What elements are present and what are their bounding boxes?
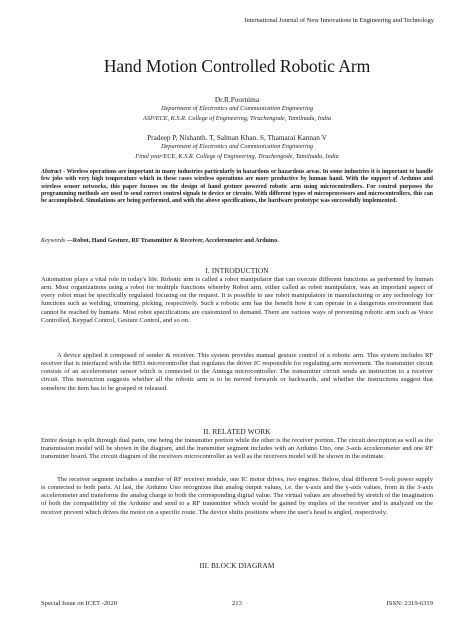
footer-issn: ISSN: 2319-6319 (386, 600, 433, 607)
paper-title: Hand Motion Controlled Robotic Arm (103, 56, 371, 76)
author-affiliation: ASP/ECE, K.S.R. College of Engineering, Tiruchengode, Tamilnadu, India (143, 114, 331, 122)
related-work-paragraph-2: The receiver segment includes a number of RF receiver module, one IC motor drives, two engines. Below, dual different 5-volt power supply is connected to both parts. At last, the Arduino Uno recognizes that analog output values, i.e. the x-axis and the y-axis values, from in the 3-axis accelerometer and transforms the analog charge to both the corresponding digital value. The virtual values are absorbed by stretch of the imagination of both the compatibility of the Arduino and send to a RF transmitter which would be gained by implies of the receiver and is analyzed on the receiver prevent which drives the motor on a specific route. The device shifts positions where the user's head is angled, respectively. (41, 476, 433, 516)
author-block-2 (0, 133, 474, 161)
author-block-1 (0, 95, 474, 123)
introduction-paragraph-2: A device applied it composed of sender & receiver. This system provides manual gesture control of a robotic arm. This system includes RF receiver that is interfaced with the 8051 microcontroller that regulates the driver IC responsible for regulating arm movement. The transmitter circuit consists of an accelerometer sensor which is connected to the Atmega microcontroller. The transmitter circuit sends an instruction to a receiver circuit. This instruction suggests whether all the robotic arm is to be moved forwards or backwards, and whether the instructions suggest that somehow the item has to be grasped or released. (41, 352, 433, 392)
abstract-text: - Wireless operations are important in many industries particularly in hazardous or hazardous areas. In some industries it is important to handle few jobs with very high temperature which in these cases wireless operations are more productive by human hand. With the support of Arduino and wireless sensor networks, this paper focuses on the design of hand gesture powered robotic arm using microcontrollers. For control purposes the programming methods are used to send correct control signals to device or circuits. With different types of microprocessors and microcontrollers, this can be accomplished. Simulations are being performed, and with the above specifications, the hardware prototype was successfully implemented. (41, 169, 433, 205)
abstract (41, 169, 433, 206)
journal-header: International Journal of New Innovations in Engineering and Technology (244, 17, 434, 24)
footer-page-number: 213 (232, 600, 242, 607)
section-heading-block-diagram: III. BLOCK DIAGRAM (199, 561, 275, 570)
section-heading-introduction: I. INTRODUCTION (205, 266, 269, 275)
author-department: Department of Electronics and Communication Engineering (160, 143, 314, 151)
section-heading-related-work: II. RELATED WORK (203, 427, 271, 436)
page-footer (41, 600, 433, 610)
author-affiliation: Final year/ECE, K.S.R. College of Engineering, Tiruchengode, Tamilnadu, India (135, 152, 339, 160)
introduction-paragraph-1: Automation plays a vital role in today's life. Robotic arm is called a robot manipulator that can execute different functions as performed by human arm. Most organizations using a robot for multiple functions whereby Robot arm, either called as robot manipulator, was an important aspect of every robot must be specifically regulated focusing on the request. It is possible to use robot manipulators in manufacturing or any technology for functions such as welding, trimming, picking, respectively. Such a robotic arm has the benefit how it can operate in a dangerous environment that cannot be reached by humans. Most robot specifications are customized to demand. There are various ways of preventing robotic arm such as Voice Controlled, Keypad Control, Gesture Control, and so on. (41, 276, 433, 324)
author-name: Pradeep P, Nishanth. T, Salman Khan. S, Thamarai Kannan V (147, 133, 327, 142)
keywords (41, 238, 433, 244)
related-work-paragraph-1: Entire design is split through dual parts, one being the transmitter portion while the other is the receiver portion. The circuit description as well as the transmission model will be shown in the diagram, and the transmitter segment includes with an Arduino Uno, one 3-axis accelerometer and one RF transmitter board. The circuit diagram of the receivers microcontroller as well as the receivers model will be shown in the estimate. (41, 437, 433, 461)
author-department: Department of Electronics and Communication Engineering (160, 105, 314, 113)
footer-issue: Special Issue on ICET -2020 (41, 600, 118, 607)
abstract-label: Abstract (41, 169, 62, 175)
keywords-label: Keywords (41, 238, 66, 244)
keywords-terms: —Robot, Hand Gesture, RF Transmitter & Receiver, Accelerometer and Arduino. (65, 238, 279, 244)
author-name: Dr.R.Poornima (214, 95, 260, 104)
